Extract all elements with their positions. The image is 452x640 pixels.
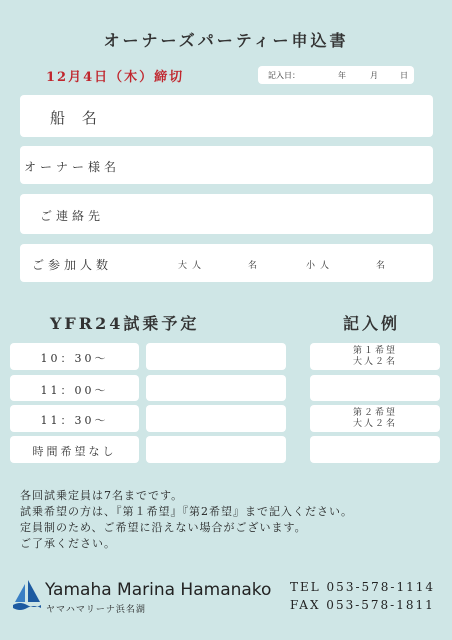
example-first-line2: 大人２名 [352, 357, 397, 367]
slot-1100 [10, 375, 139, 401]
note-line: 試乗希望の方は、『第１希望』『第2希望』まで記入ください。 [20, 505, 353, 518]
owner-name-label: オーナー様名 [24, 160, 121, 174]
slot-label: 11：30～ [40, 414, 109, 427]
example-first-choice [310, 343, 440, 370]
example-second-line2: 大人２名 [352, 419, 397, 429]
slot-1130-input[interactable] [146, 405, 286, 432]
slot-label: 11：00～ [40, 384, 109, 397]
slot-label: 時間希望なし [32, 445, 117, 458]
example-empty-2 [310, 436, 440, 463]
adults-unit: 名 [248, 261, 258, 271]
example-first-line1: 第１希望 [352, 346, 397, 356]
schedule-heading: YFR24試乗予定 [50, 314, 200, 333]
children-unit: 名 [376, 261, 386, 271]
slot-1130 [10, 405, 139, 432]
deadline-text: 12月4日（木）締切 [46, 70, 185, 85]
boat-name-label: 船 名 [50, 109, 103, 127]
tel-number: TEL 053-578-1114 [290, 580, 436, 594]
date-month-label: 月 [370, 71, 378, 80]
attendees-field[interactable] [20, 244, 433, 282]
slot-1030 [10, 343, 139, 370]
example-second-line1: 第２希望 [352, 408, 397, 418]
slot-label: 10：30～ [40, 352, 109, 365]
company-name-jp: ヤマハマリーナ浜名湖 [46, 605, 146, 615]
adults-label: 大人 [178, 261, 207, 271]
note-line: 定員制のため、ご希望に沿えない場合がございます。 [20, 521, 307, 534]
children-label: 小人 [306, 261, 335, 271]
date-entry-field[interactable] [258, 66, 414, 84]
address-label: ご連絡先 [40, 209, 105, 223]
slot-no-preference [10, 436, 139, 463]
boat-name-field[interactable] [20, 95, 433, 137]
slot-no-preference-input[interactable] [146, 436, 286, 463]
example-second-choice [310, 405, 440, 432]
attendees-label: ご参加人数 [32, 258, 113, 272]
example-empty-1 [310, 375, 440, 401]
date-entry-label: 記入日： [268, 71, 300, 80]
notes [20, 488, 353, 552]
slot-1030-input[interactable] [146, 343, 286, 370]
note-line: ご了承ください。 [20, 537, 116, 550]
company-name: Yamaha Marina Hamanako [45, 580, 272, 600]
address-field[interactable] [20, 194, 433, 234]
note-line: 各回試乗定員は7名までです。 [20, 489, 184, 502]
logo-icon [12, 578, 42, 612]
owner-name-field[interactable] [20, 146, 433, 184]
page-title: オーナーズパーティー申込書 [103, 31, 349, 50]
date-day-label: 日 [400, 71, 408, 80]
slot-1100-input[interactable] [146, 375, 286, 401]
date-year-label: 年 [338, 71, 346, 80]
fax-number: FAX 053-578-1811 [290, 598, 435, 612]
example-heading: 記入例 [343, 314, 401, 333]
